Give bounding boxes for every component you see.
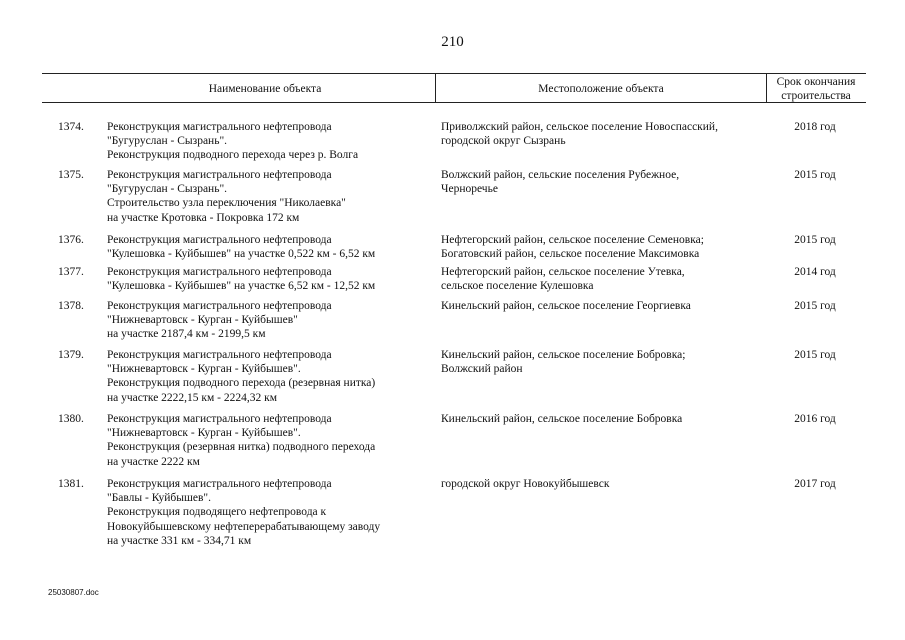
row-number: 1379. (58, 349, 84, 361)
object-location: Нефтегорский район, сельское поселение Утевка, сельское поселение Кулешовка (441, 266, 685, 293)
header-name: Наименование объекта (208, 83, 322, 95)
completion-term: 2014 год (794, 266, 836, 278)
completion-term: 2015 год (794, 349, 836, 361)
row-number: 1378. (58, 300, 84, 312)
object-location: Нефтегорский район, сельское поселение Семеновка; Богатовский район, сельское поселение Максимовка (441, 234, 704, 261)
column-divider (435, 73, 436, 103)
column-divider (766, 73, 767, 103)
header-location: Местоположение объекта (538, 83, 664, 95)
object-name: Реконструкция магистрального нефтепровода "Бугуруслан - Сызрань". Реконструкция подводного перехода через р. Волга (107, 121, 359, 162)
document-filename: 25030807.doc (48, 588, 99, 597)
completion-term: 2016 год (794, 413, 836, 425)
completion-term: 2015 год (794, 169, 836, 181)
object-location: Приволжский район, сельское поселение Новоспасский, городской округ Сызрань (441, 121, 718, 148)
row-number: 1380. (58, 413, 84, 425)
object-location: Кинельский район, сельское поселение Бобровка (441, 413, 683, 425)
object-location: городской округ Новокуйбышевск (441, 478, 610, 490)
object-name: Реконструкция магистрального нефтепровода "Кулешовка - Куйбышев" на участке 6,52 км - 12,52 км (107, 266, 376, 293)
object-location: Волжский район, сельские поселения Рубежное, Черноречье (441, 169, 680, 196)
completion-term: 2015 год (794, 234, 836, 246)
object-location: Кинельский район, сельское поселение Георгиевка (441, 300, 691, 312)
object-name: Реконструкция магистрального нефтепровода "Бавлы - Куйбышев". Реконструкция подводящего нефтепровода к Новокуйбышевскому нефтеперерабатывающему заводу на участке 331 км - 334,71 км (107, 478, 381, 547)
row-number: 1377. (58, 266, 84, 278)
object-name: Реконструкция магистрального нефтепровода "Нижневартовск - Курган - Куйбышев". Реконструкция подводного перехода (резервная нитка) на участке 2222,15 км - 2224,32 км (107, 349, 376, 404)
completion-term: 2017 год (794, 478, 836, 490)
object-location: Кинельский район, сельское поселение Бобровка; Волжский район (441, 349, 686, 376)
completion-term: 2015 год (794, 300, 836, 312)
object-name: Реконструкция магистрального нефтепровода "Кулешовка - Куйбышев" на участке 0,522 км - 6,52 км (107, 234, 376, 261)
header-term: Срок окончания строительства (776, 76, 856, 102)
table-top-rule (42, 73, 866, 74)
row-number: 1375. (58, 169, 84, 181)
table-header-rule (42, 102, 866, 103)
row-number: 1381. (58, 478, 84, 490)
row-number: 1376. (58, 234, 84, 246)
row-number: 1374. (58, 121, 84, 133)
page-number: 210 (441, 34, 464, 50)
object-name: Реконструкция магистрального нефтепровода "Бугуруслан - Сызрань". Строительство узла переключения "Николаевка" на участке Кротовка - Покровка 172 км (107, 169, 346, 224)
completion-term: 2018 год (794, 121, 836, 133)
object-name: Реконструкция магистрального нефтепровода "Нижневартовск - Курган - Куйбышев". Реконструкция (резервная нитка) подводного перехода на участке 2222 км (107, 413, 376, 468)
object-name: Реконструкция магистрального нефтепровода "Нижневартовск - Курган - Куйбышев" на участке 2187,4 км - 2199,5 км (107, 300, 332, 341)
